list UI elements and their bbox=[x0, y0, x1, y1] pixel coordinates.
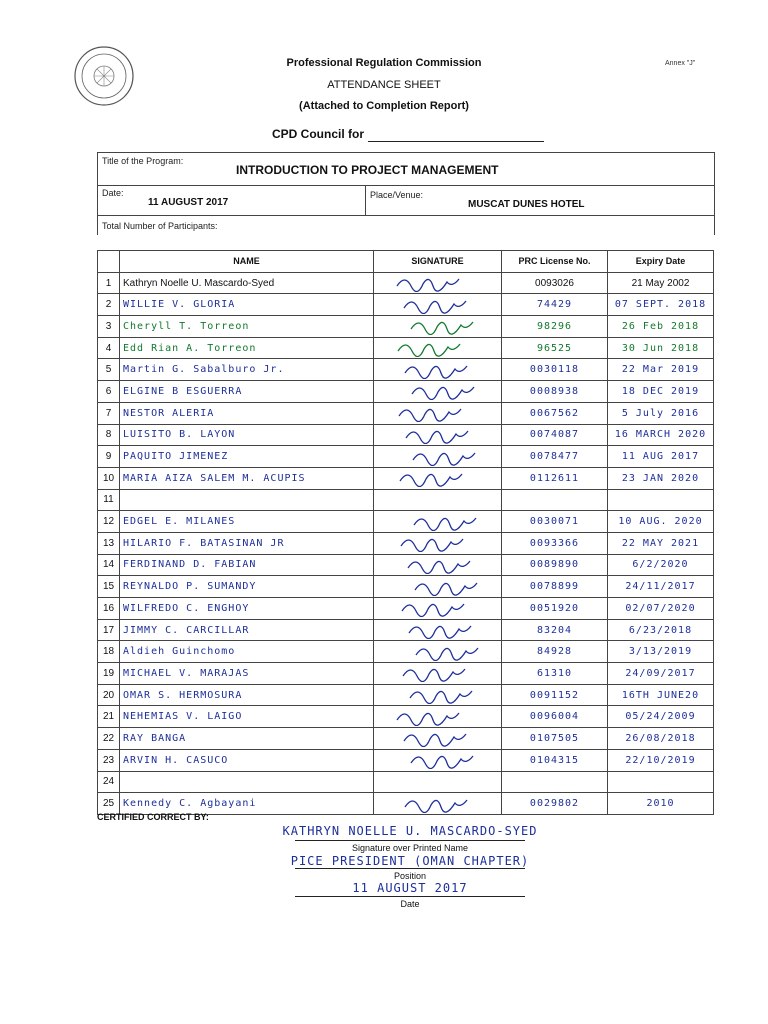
expiry-date: 24/11/2017 bbox=[608, 576, 714, 598]
expiry-date: 22/10/2019 bbox=[608, 749, 714, 771]
table-row bbox=[98, 337, 714, 359]
certifier-name-label: Signature over Printed Name bbox=[351, 843, 469, 853]
participant-name: REYNALDO P. SUMANDY bbox=[120, 576, 374, 598]
council-blank-line bbox=[368, 141, 544, 142]
signature-stroke bbox=[400, 474, 462, 487]
table-row bbox=[98, 446, 714, 468]
signature-cell bbox=[374, 337, 502, 359]
table-row bbox=[98, 381, 714, 403]
signature-cell bbox=[374, 402, 502, 424]
handwritten-signature bbox=[377, 339, 497, 357]
participant-name: ELGINE B ESGUERRA bbox=[120, 381, 374, 403]
participant-name: Edd Rian A. Torreon bbox=[120, 337, 374, 359]
expiry-date: 6/2/2020 bbox=[608, 554, 714, 576]
handwritten-signature bbox=[377, 686, 497, 704]
expiry-date: 22 Mar 2019 bbox=[608, 359, 714, 381]
signature-cell bbox=[374, 467, 502, 489]
handwritten-signature bbox=[377, 534, 497, 552]
header-no bbox=[98, 251, 120, 273]
participant-name bbox=[120, 771, 374, 793]
expiry-date: 26/08/2018 bbox=[608, 728, 714, 750]
expiry-date: 16 MARCH 2020 bbox=[608, 424, 714, 446]
row-number: 3 bbox=[98, 316, 120, 338]
handwritten-signature bbox=[377, 513, 497, 531]
council-label: CPD Council for bbox=[272, 127, 364, 141]
row-number: 14 bbox=[98, 554, 120, 576]
table-row bbox=[98, 576, 714, 598]
table-row bbox=[98, 467, 714, 489]
certifier-name: KATHRYN NOELLE U. MASCARDO-SYED bbox=[282, 824, 538, 838]
license-number: 0029802 bbox=[502, 793, 608, 815]
handwritten-signature bbox=[377, 643, 497, 661]
license-number: 0051920 bbox=[502, 598, 608, 620]
header-signature: SIGNATURE bbox=[374, 251, 502, 273]
header-license: PRC License No. bbox=[502, 251, 608, 273]
license-number bbox=[502, 489, 608, 511]
signature-stroke bbox=[406, 431, 468, 444]
participant-name: Kennedy C. Agbayani bbox=[120, 793, 374, 815]
signature-stroke bbox=[412, 387, 474, 400]
expiry-date: 30 Jun 2018 bbox=[608, 337, 714, 359]
expiry-date: 07 SEPT. 2018 bbox=[608, 294, 714, 316]
participant-name: PAQUITO JIMENEZ bbox=[120, 446, 374, 468]
participant-name: RAY BANGA bbox=[120, 728, 374, 750]
signature-cell bbox=[374, 554, 502, 576]
signature-cell bbox=[374, 576, 502, 598]
participant-name: FERDINAND D. FABIAN bbox=[120, 554, 374, 576]
prc-seal-icon bbox=[72, 44, 136, 108]
participant-name: ARVIN H. CASUCO bbox=[120, 749, 374, 771]
signature-cell bbox=[374, 728, 502, 750]
table-row bbox=[98, 684, 714, 706]
title-label: Title of the Program: bbox=[102, 156, 184, 166]
license-number bbox=[502, 771, 608, 793]
table-row bbox=[98, 359, 714, 381]
license-number: 0107505 bbox=[502, 728, 608, 750]
signature-cell bbox=[374, 489, 502, 511]
table-row bbox=[98, 663, 714, 685]
participant-name: Martin G. Sabalburo Jr. bbox=[120, 359, 374, 381]
expiry-date: 5 July 2016 bbox=[608, 402, 714, 424]
table-row bbox=[98, 749, 714, 771]
row-number: 23 bbox=[98, 749, 120, 771]
table-row bbox=[98, 272, 714, 294]
signature-cell bbox=[374, 793, 502, 815]
table-row bbox=[98, 619, 714, 641]
table-row bbox=[98, 706, 714, 728]
table-row bbox=[98, 598, 714, 620]
participant-name: Aldieh Guinchomo bbox=[120, 641, 374, 663]
table-row bbox=[98, 771, 714, 793]
handwritten-signature bbox=[377, 426, 497, 444]
signature-cell bbox=[374, 619, 502, 641]
expiry-date bbox=[608, 489, 714, 511]
row-number: 13 bbox=[98, 532, 120, 554]
expiry-date: 23 JAN 2020 bbox=[608, 467, 714, 489]
signature-stroke bbox=[403, 669, 465, 682]
signature-stroke bbox=[398, 344, 460, 357]
table-row bbox=[98, 554, 714, 576]
row-number: 25 bbox=[98, 793, 120, 815]
license-number: 96525 bbox=[502, 337, 608, 359]
participant-name: Kathryn Noelle U. Mascardo-Syed bbox=[120, 272, 374, 294]
signature-cell bbox=[374, 663, 502, 685]
handwritten-signature bbox=[377, 274, 497, 292]
handwritten-signature bbox=[377, 448, 497, 466]
handwritten-signature bbox=[377, 664, 497, 682]
handwritten-signature bbox=[377, 621, 497, 639]
program-info-box bbox=[97, 152, 715, 235]
certifier-name-line bbox=[295, 840, 525, 841]
handwritten-signature bbox=[377, 317, 497, 335]
license-number: 74429 bbox=[502, 294, 608, 316]
expiry-date: 2010 bbox=[608, 793, 714, 815]
license-number: 0078477 bbox=[502, 446, 608, 468]
sheet-subtitle: (Attached to Completion Report) bbox=[299, 100, 469, 112]
certifier-date-line bbox=[295, 896, 525, 897]
row-number: 21 bbox=[98, 706, 120, 728]
row-number: 9 bbox=[98, 446, 120, 468]
signature-cell bbox=[374, 532, 502, 554]
expiry-date: 02/07/2020 bbox=[608, 598, 714, 620]
row-number: 2 bbox=[98, 294, 120, 316]
license-number: 0067562 bbox=[502, 402, 608, 424]
participant-name: JIMMY C. CARCILLAR bbox=[120, 619, 374, 641]
date-venue-divider bbox=[365, 185, 366, 215]
license-number: 0074087 bbox=[502, 424, 608, 446]
org-name: Professional Regulation Commission bbox=[286, 57, 482, 69]
signature-stroke bbox=[404, 301, 466, 314]
signature-cell bbox=[374, 706, 502, 728]
expiry-date: 16TH JUNE20 bbox=[608, 684, 714, 706]
participant-name: MARIA AIZA SALEM M. ACUPIS bbox=[120, 467, 374, 489]
signature-stroke bbox=[404, 734, 466, 747]
signature-cell bbox=[374, 316, 502, 338]
row-number: 4 bbox=[98, 337, 120, 359]
signature-stroke bbox=[413, 453, 475, 466]
table-row bbox=[98, 402, 714, 424]
license-number: 0091152 bbox=[502, 684, 608, 706]
license-number: 0089890 bbox=[502, 554, 608, 576]
row-number: 15 bbox=[98, 576, 120, 598]
expiry-date: 10 AUG. 2020 bbox=[608, 511, 714, 533]
row-number: 10 bbox=[98, 467, 120, 489]
handwritten-signature bbox=[377, 296, 497, 314]
participant-name: NESTOR ALERIA bbox=[120, 402, 374, 424]
certifier-position-line bbox=[295, 868, 525, 869]
expiry-date: 24/09/2017 bbox=[608, 663, 714, 685]
handwritten-signature bbox=[377, 708, 497, 726]
expiry-date: 21 May 2002 bbox=[608, 272, 714, 294]
license-number: 0093366 bbox=[502, 532, 608, 554]
expiry-date: 22 MAY 2021 bbox=[608, 532, 714, 554]
table-row bbox=[98, 532, 714, 554]
table-row bbox=[98, 424, 714, 446]
row-number: 17 bbox=[98, 619, 120, 641]
row-number: 5 bbox=[98, 359, 120, 381]
expiry-date: 11 AUG 2017 bbox=[608, 446, 714, 468]
row-number: 8 bbox=[98, 424, 120, 446]
certifier-position-label: Position bbox=[393, 871, 427, 881]
signature-cell bbox=[374, 598, 502, 620]
license-number: 83204 bbox=[502, 619, 608, 641]
participant-name bbox=[120, 489, 374, 511]
participant-name: HILARIO F. BATASINAN JR bbox=[120, 532, 374, 554]
program-title: INTRODUCTION TO PROJECT MANAGEMENT bbox=[236, 163, 499, 177]
attendance-table bbox=[97, 250, 714, 815]
participant-name: WILFREDO C. ENGHOY bbox=[120, 598, 374, 620]
signature-cell bbox=[374, 684, 502, 706]
row-number: 24 bbox=[98, 771, 120, 793]
row-number: 16 bbox=[98, 598, 120, 620]
signature-cell bbox=[374, 381, 502, 403]
signature-cell bbox=[374, 511, 502, 533]
license-number: 0030118 bbox=[502, 359, 608, 381]
signature-stroke bbox=[405, 366, 467, 379]
handwritten-signature bbox=[377, 361, 497, 379]
license-number: 0093026 bbox=[502, 272, 608, 294]
handwritten-signature bbox=[377, 599, 497, 617]
program-date: 11 AUGUST 2017 bbox=[148, 197, 229, 208]
table-row bbox=[98, 316, 714, 338]
table-row bbox=[98, 294, 714, 316]
table-row bbox=[98, 511, 714, 533]
signature-stroke bbox=[408, 561, 470, 574]
certifier-position: PICE PRESIDENT (OMAN CHAPTER) bbox=[290, 854, 530, 868]
signature-cell bbox=[374, 272, 502, 294]
signature-stroke bbox=[402, 604, 464, 617]
signature-cell bbox=[374, 446, 502, 468]
signature-stroke bbox=[399, 409, 461, 422]
handwritten-signature bbox=[377, 729, 497, 747]
signature-stroke bbox=[397, 713, 459, 726]
license-number: 0008938 bbox=[502, 381, 608, 403]
expiry-date: 05/24/2009 bbox=[608, 706, 714, 728]
signature-cell bbox=[374, 359, 502, 381]
signature-stroke bbox=[415, 583, 477, 596]
row-number: 1 bbox=[98, 272, 120, 294]
participant-name: MICHAEL V. MARAJAS bbox=[120, 663, 374, 685]
row-number: 12 bbox=[98, 511, 120, 533]
handwritten-signature bbox=[377, 556, 497, 574]
handwritten-signature bbox=[377, 469, 497, 487]
handwritten-signature bbox=[377, 751, 497, 769]
handwritten-signature bbox=[377, 795, 497, 813]
venue-label: Place/Venue: bbox=[370, 190, 424, 200]
license-number: 98296 bbox=[502, 316, 608, 338]
signature-stroke bbox=[414, 518, 476, 531]
participant-name: Cheryll T. Torreon bbox=[120, 316, 374, 338]
table-header-row bbox=[98, 251, 714, 273]
signature-stroke bbox=[411, 756, 473, 769]
license-number: 0078899 bbox=[502, 576, 608, 598]
signature-cell bbox=[374, 641, 502, 663]
expiry-date: 6/23/2018 bbox=[608, 619, 714, 641]
expiry-date: 18 DEC 2019 bbox=[608, 381, 714, 403]
table-row bbox=[98, 728, 714, 750]
signature-stroke bbox=[405, 800, 467, 813]
row-number: 7 bbox=[98, 402, 120, 424]
participant-name: WILLIE V. GLORIA bbox=[120, 294, 374, 316]
row-number: 20 bbox=[98, 684, 120, 706]
row-number: 22 bbox=[98, 728, 120, 750]
expiry-date: 26 Feb 2018 bbox=[608, 316, 714, 338]
expiry-date bbox=[608, 771, 714, 793]
title-row bbox=[98, 153, 714, 186]
license-number: 0030071 bbox=[502, 511, 608, 533]
signature-cell bbox=[374, 771, 502, 793]
signature-stroke bbox=[410, 691, 472, 704]
license-number: 84928 bbox=[502, 641, 608, 663]
certified-label: CERTIFIED CORRECT BY: bbox=[97, 812, 209, 822]
program-venue: MUSCAT DUNES HOTEL bbox=[468, 199, 585, 210]
participant-name: EDGEL E. MILANES bbox=[120, 511, 374, 533]
signature-cell bbox=[374, 749, 502, 771]
expiry-date: 3/13/2019 bbox=[608, 641, 714, 663]
signature-stroke bbox=[411, 322, 473, 335]
header-name: NAME bbox=[120, 251, 374, 273]
signature-stroke bbox=[409, 626, 471, 639]
table-row bbox=[98, 641, 714, 663]
header-expiry: Expiry Date bbox=[608, 251, 714, 273]
license-number: 0112611 bbox=[502, 467, 608, 489]
certifier-date: 11 AUGUST 2017 bbox=[352, 881, 468, 895]
signature-stroke bbox=[401, 539, 463, 552]
license-number: 0104315 bbox=[502, 749, 608, 771]
signature-stroke bbox=[416, 648, 478, 661]
signature-cell bbox=[374, 424, 502, 446]
signature-stroke bbox=[397, 279, 459, 292]
annex-label: Annex "J" bbox=[665, 60, 696, 67]
participant-name: LUISITO B. LAYON bbox=[120, 424, 374, 446]
sheet-title: ATTENDANCE SHEET bbox=[327, 79, 441, 91]
signature-cell bbox=[374, 294, 502, 316]
table-row bbox=[98, 489, 714, 511]
date-venue-row bbox=[98, 185, 714, 216]
participant-name: OMAR S. HERMOSURA bbox=[120, 684, 374, 706]
handwritten-signature bbox=[377, 578, 497, 596]
certifier-date-label: Date bbox=[400, 899, 420, 909]
participants-label: Total Number of Participants: bbox=[102, 221, 218, 231]
participant-name: NEHEMIAS V. LAIGO bbox=[120, 706, 374, 728]
row-number: 19 bbox=[98, 663, 120, 685]
row-number: 11 bbox=[98, 489, 120, 511]
license-number: 0096004 bbox=[502, 706, 608, 728]
handwritten-signature bbox=[377, 404, 497, 422]
handwritten-signature bbox=[377, 382, 497, 400]
date-label: Date: bbox=[102, 188, 124, 198]
row-number: 18 bbox=[98, 641, 120, 663]
row-number: 6 bbox=[98, 381, 120, 403]
license-number: 61310 bbox=[502, 663, 608, 685]
